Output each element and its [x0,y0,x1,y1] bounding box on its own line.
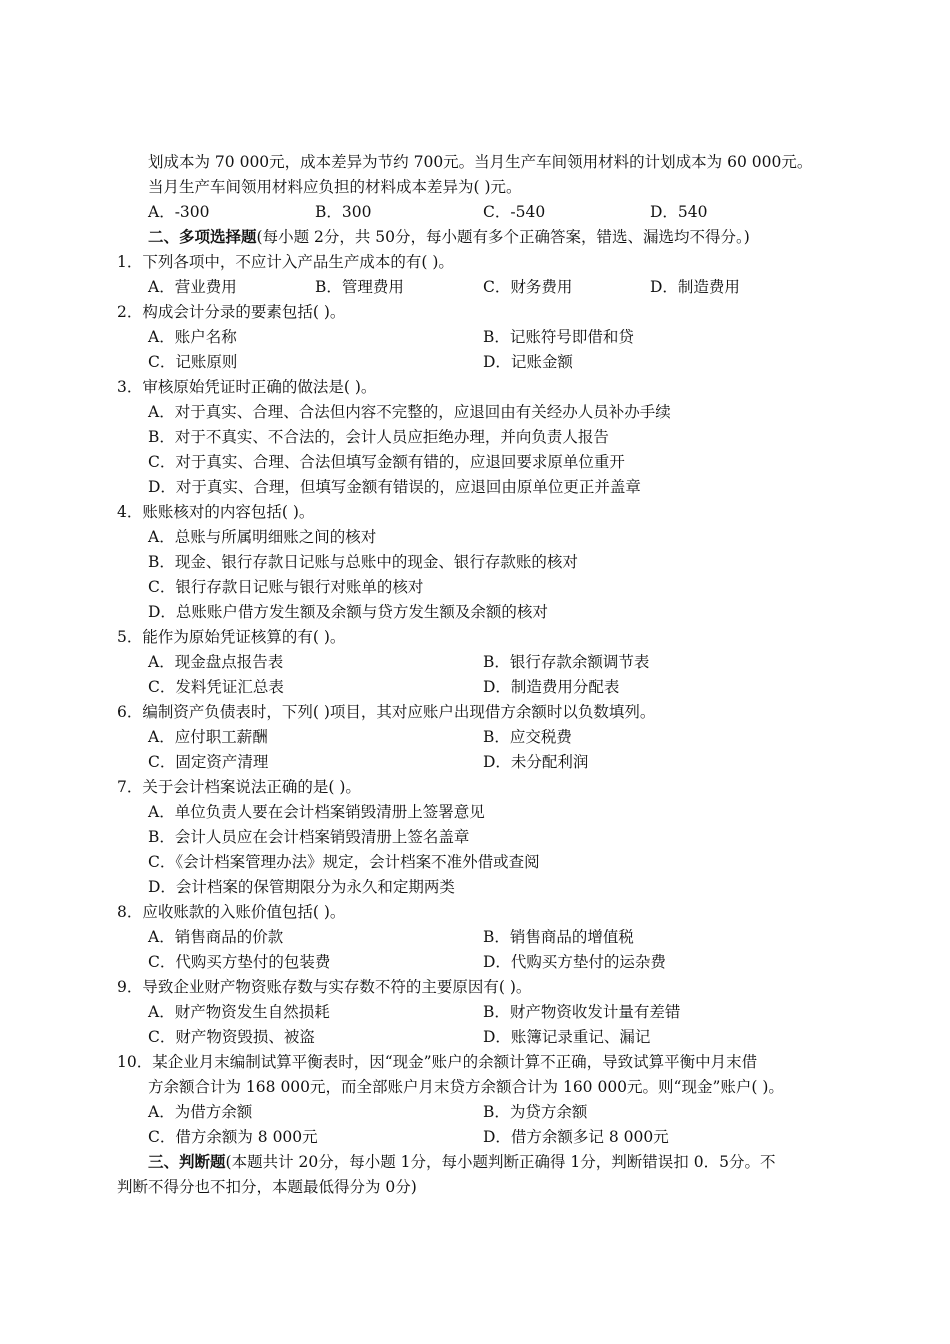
option-b: B．300 [315,203,372,221]
section-note: (每小题 2分，共 50分，每小题有多个正确答案，错选、漏选均不得分。) [256,228,750,246]
option-b: B．管理费用 [315,278,404,296]
section-note-continued: 判断不得分也不扣分，本题最低得分为 0分) [117,1178,417,1196]
question-stem: 7．关于会计档案说法正确的是( )。 [117,778,361,796]
option-a: A．账户名称 [148,328,237,346]
option-b: B．为贷方余额 [483,1103,588,1121]
question-text: 当月生产车间领用材料应负担的材料成本差异为( )元。 [148,178,522,196]
option-a: A．现金盘点报告表 [148,653,284,671]
option-b: B．对于不真实、不合法的，会计人员应拒绝办理，并向负责人报告 [148,428,609,446]
option-d: D．未分配利润 [483,753,589,771]
option-d: D．借方余额多记 8 000元 [483,1128,669,1146]
option-b: B．应交税费 [483,728,572,746]
option-b: B．银行存款余额调节表 [483,653,650,671]
section-heading [148,227,750,247]
option-a: A．销售商品的价款 [148,928,284,946]
option-c: C．固定资产清理 [148,753,269,771]
question-stem: 2．构成会计分录的要素包括( )。 [117,303,346,321]
option-b: B．销售商品的增值税 [483,928,634,946]
option-b: B．现金、银行存款日记账与总账中的现金、银行存款账的核对 [148,553,578,571]
option-d: D．代购买方垫付的运杂费 [483,953,666,971]
option-c: C．财产物资毁损、被盗 [148,1028,315,1046]
question-stem: 3．审核原始凭证时正确的做法是( )。 [117,378,377,396]
option-d: D．账簿记录重记、漏记 [483,1028,651,1046]
option-b: B．会计人员应在会计档案销毁清册上签名盖章 [148,828,470,846]
option-a: A．为借方余额 [148,1103,253,1121]
option-c: C．银行存款日记账与银行对账单的核对 [148,578,424,596]
option-c: C．借方余额为 8 000元 [148,1128,318,1146]
option-d: D．540 [650,203,708,221]
question-stem: 6．编制资产负债表时，下列( )项目，其对应账户出现借方余额时以负数填列。 [117,703,656,721]
section-title: 三、判断题 [148,1152,226,1171]
option-d: D．对于真实、合理，但填写金额有错误的，应退回由原单位更正并盖章 [148,478,641,496]
option-a: A．总账与所属明细账之间的核对 [148,528,377,546]
option-c: C．发料凭证汇总表 [148,678,284,696]
section-title: 二、多项选择题 [148,227,257,246]
option-c: C．对于真实、合理、合法但填写金额有错的，应退回要求原单位重开 [148,453,625,471]
question-stem: 1．下列各项中，不应计入产品生产成本的有( )。 [117,253,454,271]
option-a: A．财产物资发生自然损耗 [148,1003,330,1021]
option-a: A．营业费用 [148,278,237,296]
option-d: D．会计档案的保管期限分为永久和定期两类 [148,878,455,896]
question-stem: 10．某企业月末编制试算平衡表时，因“现金”账户的余额计算不正确，导致试算平衡中月末借 [117,1053,758,1071]
option-d: D．记账金额 [483,353,573,371]
option-c: C．代购买方垫付的包装费 [148,953,331,971]
question-text: 划成本为 70 000元，成本差异为节约 700元。当月生产车间领用材料的计划成本为 60 000元。 [148,153,813,171]
option-b: B．财产物资收发计量有差错 [483,1003,681,1021]
option-d: D．制造费用分配表 [483,678,620,696]
question-stem: 5．能作为原始凭证核算的有( )。 [117,628,346,646]
section-heading [148,1152,775,1172]
option-d: D．制造费用 [650,278,740,296]
option-c: C．《会计档案管理办法》规定，会计档案不准外借或查阅 [148,853,540,871]
option-d: D．总账账户借方发生额及余额与贷方发生额及余额的核对 [148,603,548,621]
option-c: C．财务费用 [483,278,573,296]
question-stem: 9．导致企业财产物资账存数与实存数不符的主要原因有( )。 [117,978,532,996]
question-stem-continued: 方余额合计为 168 000元，而全部账户月末贷方余额合计为 160 000元。则“现金”账户( )。 [148,1078,784,1096]
option-b: B．记账符号即借和贷 [483,328,634,346]
question-stem: 4．账账核对的内容包括( )。 [117,503,315,521]
question-stem: 8．应收账款的入账价值包括( )。 [117,903,346,921]
section-note: (本题共计 20分，每小题 1分，每小题判断正确得 1分，判断错误扣 0．5分。不 [225,1153,776,1171]
option-a: A．应付职工薪酬 [148,728,268,746]
option-a: A．-300 [148,203,210,221]
option-a: A．单位负责人要在会计档案销毁清册上签署意见 [148,803,485,821]
option-c: C．记账原则 [148,353,238,371]
option-c: C．-540 [483,203,546,221]
option-a: A．对于真实、合理、合法但内容不完整的，应退回由有关经办人员补办手续 [148,403,671,421]
